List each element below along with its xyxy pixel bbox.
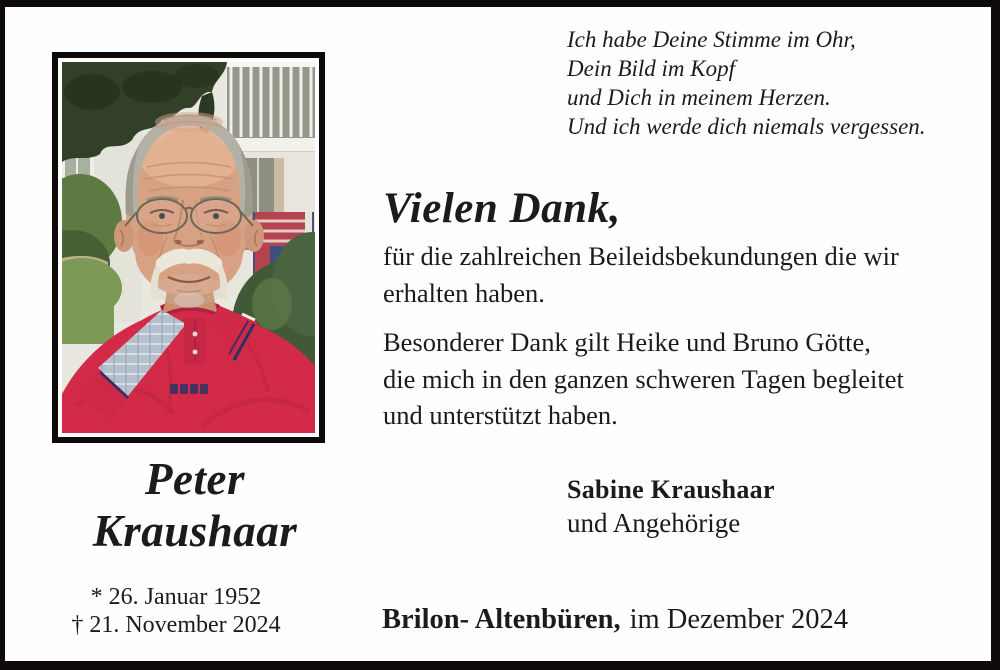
notice-date: im Dezember 2024 bbox=[629, 604, 849, 635]
portrait-photo bbox=[62, 62, 315, 433]
birth-date: * 26. Januar 1952 bbox=[90, 584, 262, 610]
deceased-name bbox=[40, 453, 350, 557]
deceased-first-name: Peter bbox=[145, 454, 245, 504]
deceased-last-name: Kraushaar bbox=[92, 506, 298, 556]
quote-line: und Dich in meinem Herzen. bbox=[567, 85, 831, 110]
signature-relatives: und Angehörige bbox=[567, 508, 741, 538]
paragraph-line: erhalten haben. bbox=[383, 277, 545, 308]
signature-name: Sabine Kraushaar bbox=[567, 475, 775, 504]
thanks-paragraph bbox=[383, 238, 899, 311]
quote-line: Dein Bild im Kopf bbox=[567, 56, 736, 81]
paragraph-line: und unterstützt haben. bbox=[383, 400, 618, 430]
paragraph-line: für die zahlreichen Beileidsbekundungen die wir bbox=[383, 241, 899, 271]
quote-line: Und ich werde dich niemals vergessen. bbox=[567, 114, 926, 139]
portrait-photo-frame bbox=[52, 52, 325, 443]
special-thanks-paragraph bbox=[383, 324, 904, 434]
paragraph-line: Besonderer Dank gilt Heike und Bruno Götte, bbox=[383, 327, 871, 357]
signature-block bbox=[567, 474, 775, 540]
memorial-quote bbox=[567, 25, 926, 141]
paragraph-line: die mich in den ganzen schweren Tagen begleitet bbox=[383, 363, 904, 394]
quote-line: Ich habe Deine Stimme im Ohr, bbox=[567, 27, 856, 52]
life-dates bbox=[46, 583, 306, 639]
death-date: † 21. November 2024 bbox=[71, 612, 281, 638]
place-date-line bbox=[382, 604, 848, 636]
thanks-heading: Vielen Dank, bbox=[383, 185, 621, 232]
place-name: Brilon- Altenbüren, bbox=[382, 604, 621, 635]
